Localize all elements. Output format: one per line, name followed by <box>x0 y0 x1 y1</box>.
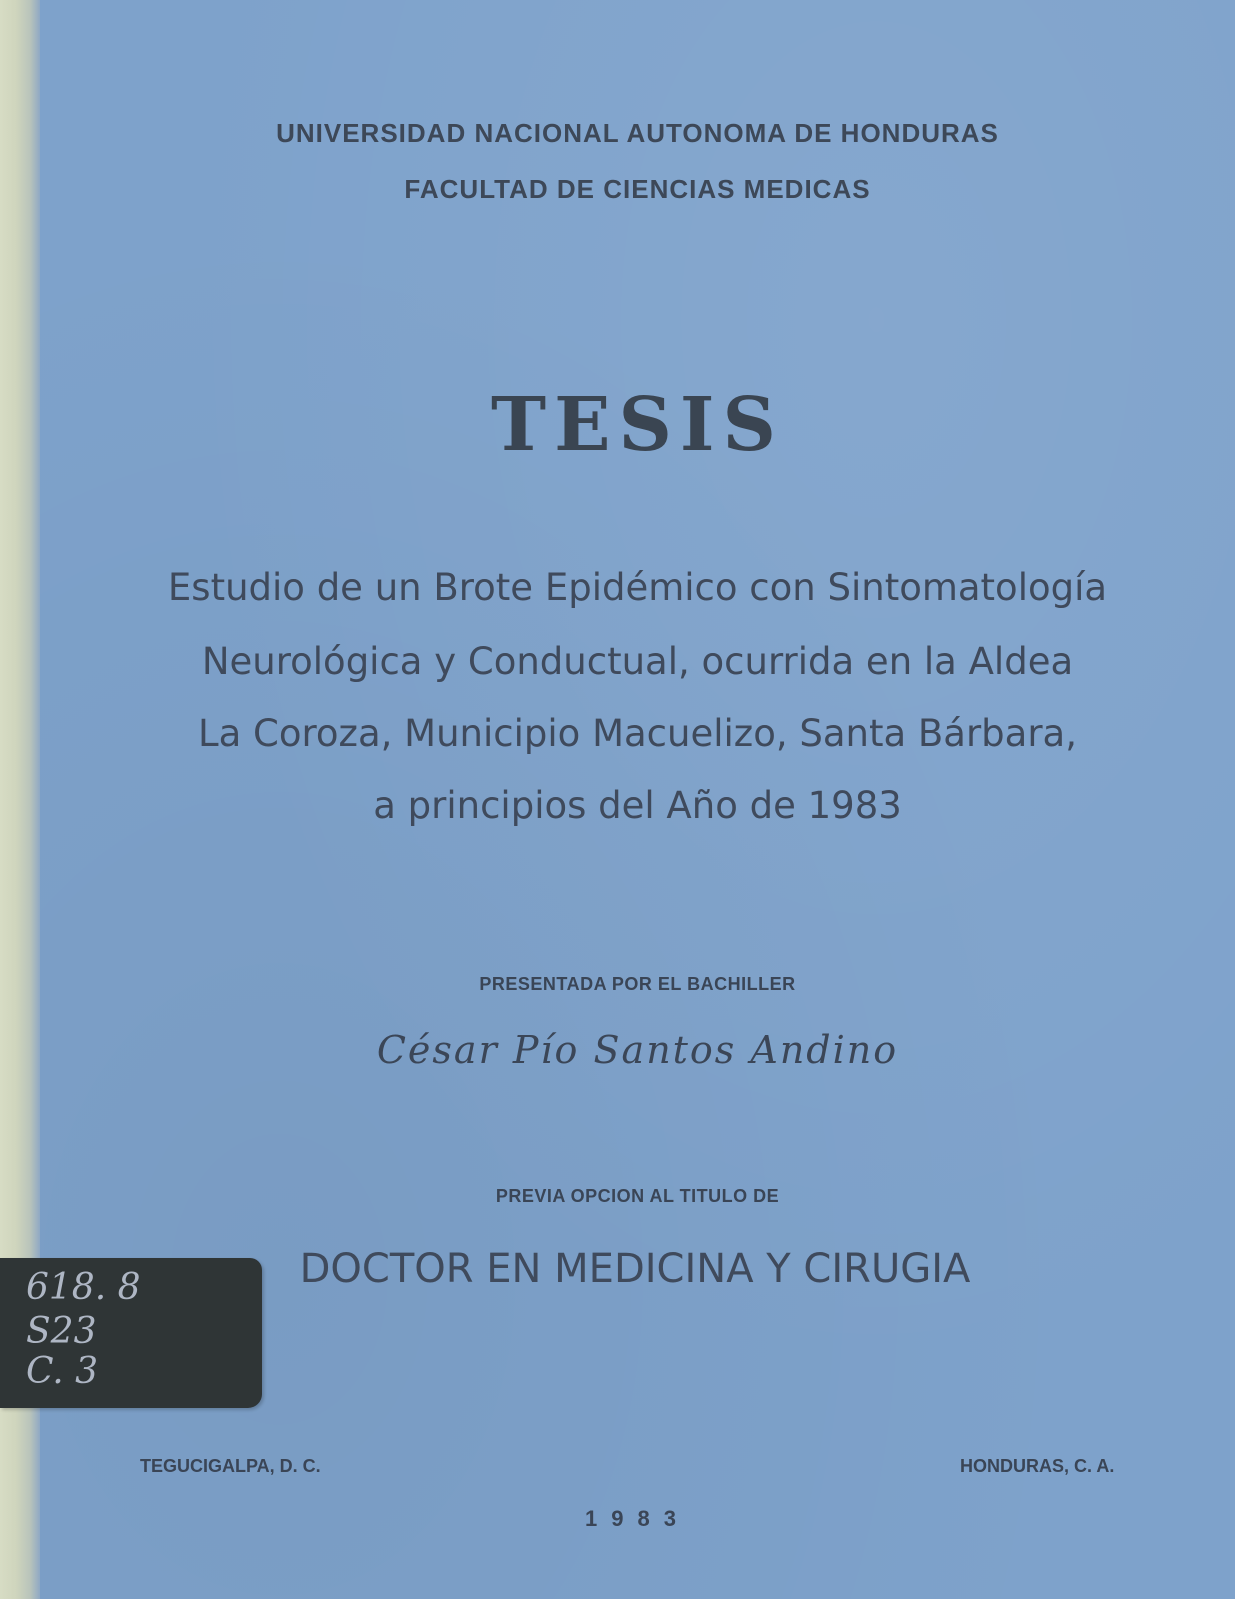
degree-title: DOCTOR EN MEDICINA Y CIRUGIA <box>299 1246 971 1292</box>
country-label: HONDURAS, C. A. <box>960 1456 1115 1476</box>
university-name: UNIVERSIDAD NACIONAL AUTONOMA DE HONDURAS <box>276 118 999 148</box>
document-type-heading: TESIS <box>491 382 784 468</box>
call-number-line-1: 618. 8 <box>26 1267 141 1308</box>
city-label: TEGUCIGALPA, D. C. <box>140 1456 321 1476</box>
thesis-title-line-3: La Coroza, Municipio Macuelizo, Santa Bárbara, <box>198 712 1077 755</box>
faculty-name: FACULTAD DE CIENCIAS MEDICAS <box>404 174 871 204</box>
call-number-line-2: S23 <box>26 1311 97 1352</box>
publication-year: 1983 <box>585 1506 690 1531</box>
author-name: César Pío Santos Andino <box>376 1028 899 1072</box>
presented-by-label: PRESENTADA POR EL BACHILLER <box>479 974 796 994</box>
degree-option-label: PREVIA OPCION AL TITULO DE <box>495 1186 780 1206</box>
thesis-title-line-1: Estudio de un Brote Epidémico con Sintomatología <box>167 566 1108 609</box>
thesis-title-line-2: Neurológica y Conductual, ocurrida en la Aldea <box>201 640 1074 683</box>
thesis-title-line-4: a principios del Año de 1983 <box>373 784 902 827</box>
library-call-number-label <box>0 1258 262 1408</box>
call-number-line-3: C. 3 <box>26 1351 99 1392</box>
